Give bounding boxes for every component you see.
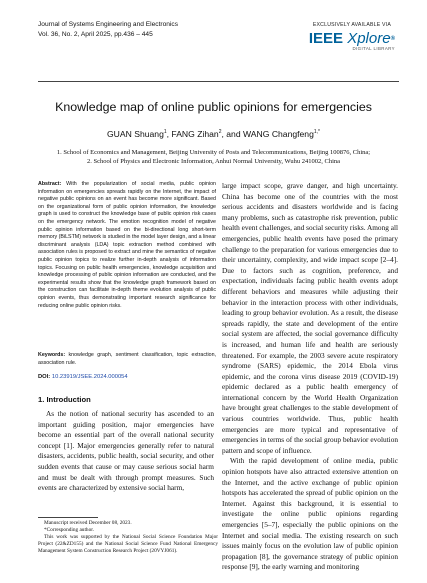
abstract-text: With the popularization of social media, public opinion information on emergencies spreads rapidly on the Internet, the impact of negative public opinions on an event has become more significant. Based on the organizational form of public opinion information, the knowledge graph is used to construct the knowledge base of public opinion risk cases on the emergency network. The emotion recognition model of negative public opinion information based on the bi-directional long short-term memory (BiLSTM) network is studied in the model layer design, and a linear discriminant analysis (LDA) topic extraction method combined with association rules is proposed to extract and mine the semantics of negative public opinion topics to realize further in-depth analysis of information topics. Focusing on public health emergencies, knowledge acquisition and knowledge processing of public opinion information are conducted, and the experimental results show that the knowledge graph framework based on the construction can facilitate in-depth theme evolution analysis of public opinion events, thus demonstrating important research significance for reducing online public opinion risks. <box>38 181 216 309</box>
doi-label: DOI: <box>38 374 51 380</box>
doi-link[interactable]: 10.23919/JSEE.2024.000054 <box>51 374 128 380</box>
author-list <box>0 129 427 139</box>
section-heading-introduction: 1. Introduction <box>38 395 91 404</box>
journal-issue: Vol. 36, No. 2, April 2025, pp.436 – 445 <box>38 31 153 38</box>
author-2: FANG Zihan <box>171 129 219 139</box>
logo-ieee-text: IEEE <box>308 30 344 47</box>
keywords-text: knowledge graph, sentiment classification, topic extraction, association rule. <box>38 352 216 366</box>
logo-plore-text: plore <box>357 30 391 47</box>
author-separator-1: , <box>166 129 172 139</box>
author-3: WANG Changfeng <box>243 129 314 139</box>
ieee-xplore-logo <box>309 32 395 46</box>
body-paragraph-2: With the rapid development of online media, public opinion hotspots have also attracted extensive attention on the Internet, and the active exchange of public opinion hotspots has accelerated the spread of public opinion on the Internet. Against this background, it is essential to investigate the online public opinions regarding emergencies [5–7], especially the public opinions on the Internet and social media. The existing research on such issues mainly focus on the evolution law of public opinion propagation [8], the governance strategy of public opinion response [9], the early warning and monitoring <box>222 456 398 572</box>
affiliation-2: 2. School of Physics and Electronic Information, Anhui Normal University, Wuhu 241002, China <box>86 158 341 165</box>
keywords <box>38 352 216 367</box>
logo-registered-mark: ® <box>390 36 395 42</box>
exclusively-available-text: EXCLUSIVELY AVAILABLE VIA <box>312 22 391 28</box>
body-paragraph-1: large impact scope, grave danger, and high uncertainty. China has become one of the countries with the most serious accidents and disasters worldwide and is facing many problems, such as catastrophe risk prevention, public health event challenges, and social security risks. Among all emergencies, public health events have posed the primary challenge to the preparation for various emergencies due to their uncertainty, complexity, and wide impact scope [2–4]. Due to factors such as cognition, preference, and expectation, individuals facing public health events adopt different behaviors and measures while adjusting their behavior in the interaction process with other individuals, leading to group behavior evolution. As a result, the disease spreads rapidly, the state and development of the entire social system are affected, the social governance difficulty is increased, and human life and health are seriously threatened. For example, the 2003 severe acute respiratory syndrome (SARS) epidemic, the 2014 Ebola virus epidemic, and the corona virus disease 2019 (COVID-19) epidemic declared as a public health emergency of international concern by the World Health Organization have brought great challenges to the stable development of various countries worldwide. Thus, public health emergencies are more typical and representative of emergencies in terms of the social group behavior evolution pattern and scope of influence. <box>222 181 398 455</box>
abstract-label: Abstract: <box>38 181 62 187</box>
paper-title: Knowledge map of online public opinions for emergencies <box>55 100 372 114</box>
footnote-corresponding: *Corresponding author. <box>44 527 95 533</box>
footnote-received: Manuscript received December 08, 2023. <box>44 520 132 526</box>
doi-line <box>38 374 216 380</box>
footnotes <box>38 520 218 555</box>
footnote-funding: This work was supported by the National Social Science Foundation Major Project (22&ZD155) and the National Social Science Fund National Emergency Management System Construction Research Project (20VYJ061). <box>38 534 218 554</box>
author-3-affil: 1,* <box>313 129 320 136</box>
abstract <box>38 181 216 310</box>
logo-x-text: X <box>347 30 358 47</box>
footnote-divider <box>38 517 98 518</box>
author-2-affil: 2 <box>218 129 222 136</box>
author-separator-2: , and <box>221 129 244 139</box>
digital-library-text: DIGITAL LIBRARY <box>352 46 395 51</box>
journal-name: Journal of Systems Engineering and Electronics <box>38 21 179 28</box>
intro-paragraph: As the notion of national security has ascended to an important guiding position, major emergencies have become an essential part of the overall national security concept [1]. Major emergencies generally refer to natural disasters, accidents, public health, social security, and other sudden events that cause or may cause serious social harm and must be dealt with through prompt measures. Such events are characterized by extensive social harm, <box>38 409 214 493</box>
author-1: GUAN Shuang <box>107 129 164 139</box>
keywords-label: Keywords: <box>38 352 66 358</box>
right-column <box>222 181 398 573</box>
affiliation-1: 1. School of Economics and Management, Beijing University of Posts and Telecommunications, Beijing 100876, China; <box>56 149 371 156</box>
author-1-affil: 1 <box>163 129 167 136</box>
ieee-xplore-badge[interactable] <box>309 22 395 51</box>
header-divider <box>38 81 399 82</box>
journal-header <box>38 20 178 40</box>
